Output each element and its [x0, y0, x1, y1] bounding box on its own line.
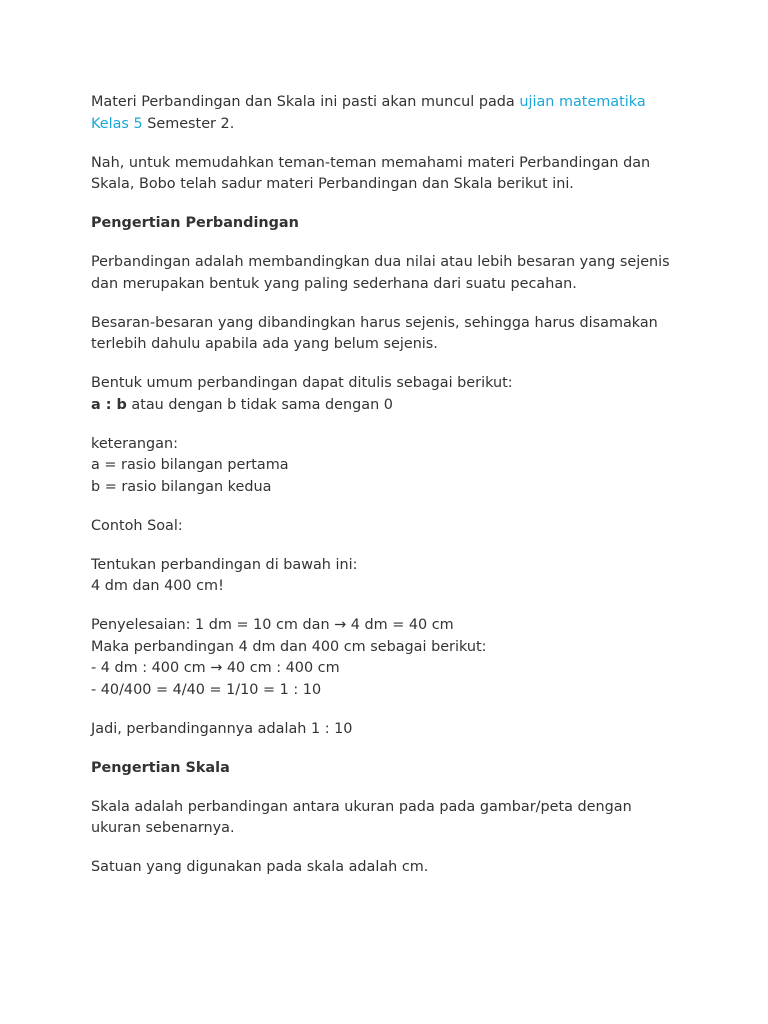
note-a: a = rasio bilangan pertama — [91, 457, 289, 473]
notes-label: keterangan: — [91, 435, 178, 452]
conclusion-paragraph: Jadi, perbandingannya adalah 1 : 10 — [91, 720, 353, 737]
scale-definition-paragraph: Skala adalah perbandingan antara ukuran pada pada gambar/peta dengan ukuran sebenarnya. — [91, 798, 632, 836]
general-form-paragraph — [91, 373, 681, 416]
heading-skala: Pengertian Skala — [91, 759, 230, 776]
intro-text-after-link: Semester 2. — [142, 115, 235, 132]
solution-paragraph — [91, 615, 681, 701]
formula-rest: atau dengan b tidak sama dengan 0 — [126, 396, 393, 413]
note-b: b = rasio bilangan kedua — [91, 478, 272, 495]
problem-paragraph — [91, 555, 681, 598]
notes-paragraph — [91, 434, 681, 499]
solution-line-3: - 4 dm : 400 cm → 40 cm : 400 cm — [91, 660, 340, 676]
solution-line-2: Maka perbandingan 4 dm dan 400 cm sebagai berikut: — [91, 638, 487, 655]
heading-perbandingan: Pengertian Perbandingan — [91, 215, 299, 231]
general-form-formula — [91, 395, 681, 417]
scale-unit-paragraph: Satuan yang digunakan pada skala adalah cm. — [91, 859, 429, 875]
problem-line-2: 4 dm dan 400 cm! — [91, 578, 224, 594]
exam-link[interactable]: ujian matematika Kelas 5 — [91, 94, 646, 132]
solution-line-4: - 40/400 = 4/40 = 1/10 = 1 : 10 — [91, 681, 322, 698]
intro-paragraph — [91, 92, 681, 135]
definition-paragraph: Perbandingan adalah membandingkan dua nilai atau lebih besaran yang sejenis dan merupakan bentuk yang paling sederhana dari suatu pecahan. — [91, 254, 670, 292]
summary-paragraph: Nah, untuk memudahkan teman-teman memahami materi Perbandingan dan Skala, Bobo telah sadur materi Perbandingan dan Skala berikut ini. — [91, 154, 651, 192]
example-label: Contoh Soal: — [91, 517, 183, 534]
formula-bold: a : b — [91, 396, 127, 413]
same-kind-paragraph: Besaran-besaran yang dibandingkan harus sejenis, sehingga harus disamakan terlebih dahulu apabila ada yang belum sejenis. — [91, 314, 658, 352]
article-body — [91, 92, 681, 896]
problem-line-1: Tentukan perbandingan di bawah ini: — [91, 556, 358, 573]
solution-line-1: Penyelesaian: 1 dm = 10 cm dan → 4 dm = 40 cm — [91, 617, 454, 633]
intro-text-before-link: Materi Perbandingan dan Skala ini pasti akan muncul pada — [91, 94, 520, 110]
general-form-intro: Bentuk umum perbandingan dapat ditulis sebagai berikut: — [91, 375, 513, 391]
